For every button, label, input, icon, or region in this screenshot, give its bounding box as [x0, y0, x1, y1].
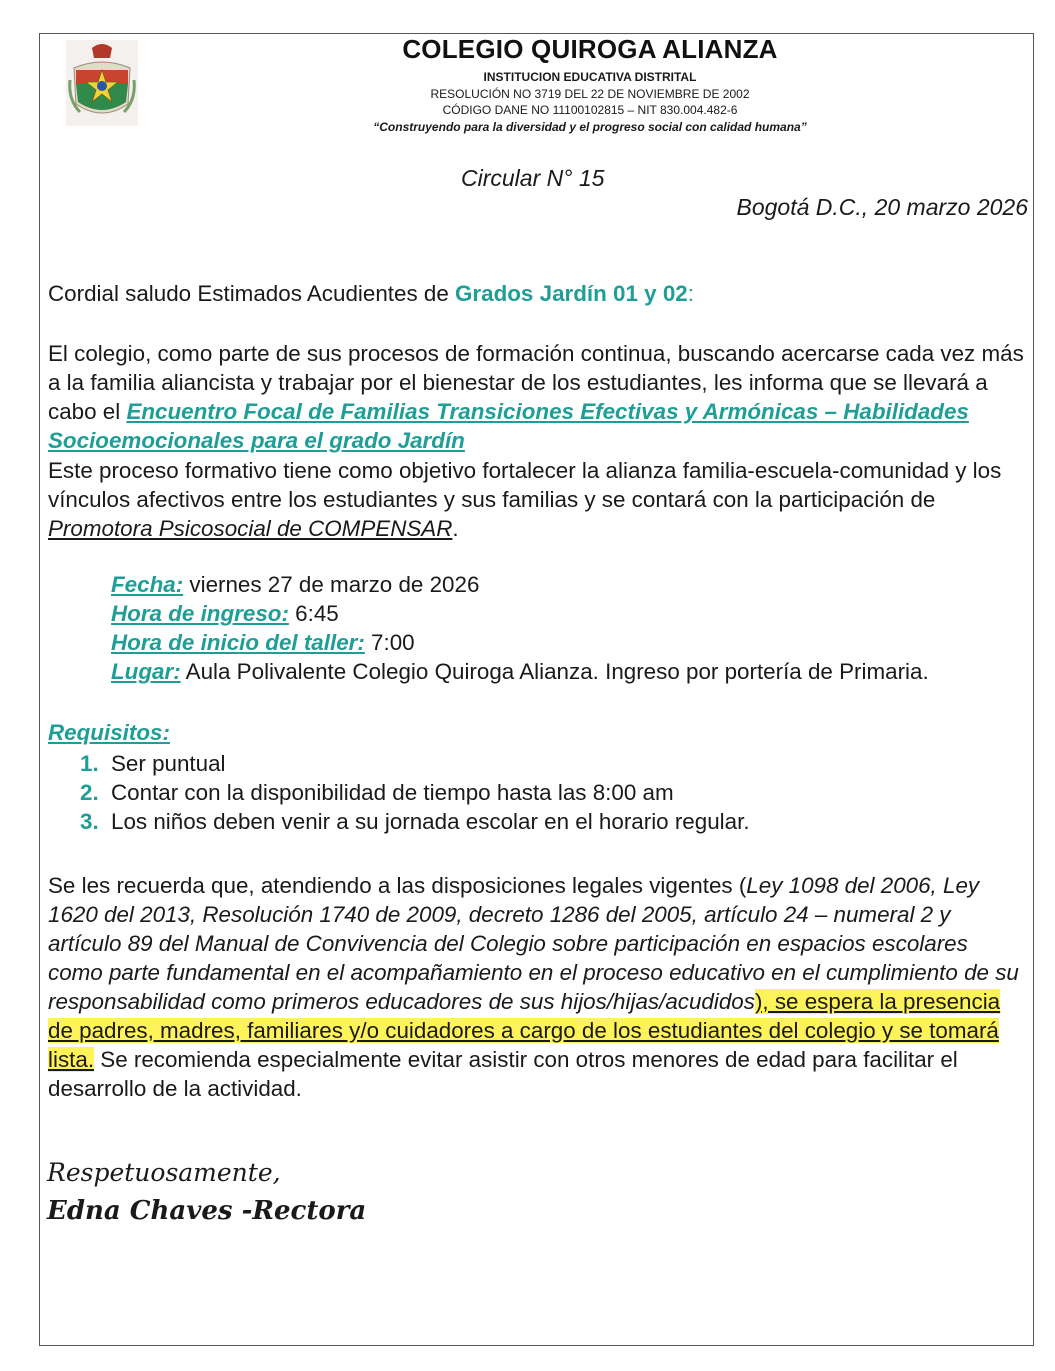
list-item-text: Los niños deben venir a su jornada escolar en el horario regular. [111, 809, 750, 834]
event-name: Encuentro Focal de Familias Transiciones Efectivas y Armónicas – Habilidades Socioemocionales para el grado Jardín [48, 399, 969, 453]
paragraph-intro [48, 339, 1028, 455]
detail-label: Lugar: [111, 659, 181, 684]
list-item [80, 778, 750, 807]
paragraph-objective [48, 456, 1028, 543]
promoter-name: Promotora Psicosocial de COMPENSAR [48, 516, 453, 541]
detail-value: viernes 27 de marzo de 2026 [183, 572, 480, 597]
detail-label: Hora de ingreso: [111, 601, 289, 626]
list-item [80, 807, 750, 836]
list-number: 2. [80, 780, 99, 805]
closing-salutation: Respetuosamente, [47, 1158, 281, 1187]
school-name: COLEGIO QUIROGA ALIANZA [402, 34, 778, 64]
dane-code-line: CÓDIGO DANE NO 11100102815 – NIT 830.004.482-6 [442, 103, 738, 117]
school-crest-logo [66, 40, 138, 126]
requirements-list [80, 749, 750, 836]
paragraph-legal-intro: Se les recuerda que, atendiendo a las disposiciones legales vigentes ( [48, 873, 747, 898]
requirements-heading: Requisitos: [48, 720, 170, 745]
place-and-date: Bogotá D.C., 20 marzo 2026 [736, 194, 1028, 220]
greeting-grades: Grados Jardín 01 y 02 [455, 281, 688, 306]
greeting-text: Cordial saludo Estimados Acudientes de [48, 281, 455, 306]
detail-place [111, 657, 929, 686]
school-motto: “Construyendo para la diversidad y el progreso social con calidad humana” [373, 120, 807, 134]
paragraph-intro-text: El colegio, como parte de sus procesos de formación continua, buscando acercarse cada vez más a la familia aliancista y trabajar por el bienestar de los estudiantes, les informa que se llevará a cabo el [48, 341, 1024, 424]
institution-type: INSTITUCION EDUCATIVA DISTRITAL [483, 70, 697, 84]
list-number: 3. [80, 809, 99, 834]
list-item [80, 749, 750, 778]
greeting-colon: : [687, 281, 694, 306]
detail-label: Fecha: [111, 572, 184, 597]
detail-value: 6:45 [288, 601, 339, 626]
detail-value: Aula Polivalente Colegio Quiroga Alianza. Ingreso por portería de Primaria. [180, 659, 929, 684]
legal-references: Ley 1098 del 2006, Ley 1620 del 2013, Resolución 1740 de 2009, decreto 1286 del 2005, artículo 24 – numeral 2 y artículo 89 del Manual de Convivencia del Colegio sobre participación en espacios escolares como parte fundamental en el acompañamiento en el proceso educativo en el cumplimiento de su responsabilidad como primeros educadores de sus hijos/hijas/acudidos [48, 873, 1019, 1014]
detail-date [111, 570, 929, 599]
signatory-name: Edna Chaves -Rectora [47, 1196, 367, 1226]
detail-entry-time [111, 599, 929, 628]
greeting [48, 279, 1028, 308]
detail-start-time [111, 628, 929, 657]
list-item-text: Ser puntual [111, 751, 226, 776]
document-frame [39, 33, 1034, 1346]
detail-value: 7:00 [364, 630, 415, 655]
list-item-text: Contar con la disponibilidad de tiempo hasta las 8:00 am [111, 780, 674, 805]
paragraph-objective-text: Este proceso formativo tiene como objetivo fortalecer la alianza familia-escuela-comunidad y los vínculos afectivos entre los estudiantes y sus familias y se contará con la participación de [48, 458, 1002, 512]
paragraph-objective-end: . [452, 516, 459, 541]
detail-label: Hora de inicio del taller: [111, 630, 365, 655]
list-number: 1. [80, 751, 99, 776]
event-details [111, 570, 929, 686]
resolution-line: RESOLUCIÓN NO 3719 DEL 22 DE NOVIEMBRE DE 2002 [430, 87, 750, 101]
highlighted-attendance-notice: ), se espera la presencia de padres, madres, familiares y/o cuidadores a cargo de los estudiantes del colegio y se tomará lista. [48, 989, 1001, 1072]
circular-title: Circular N° 15 [461, 165, 605, 191]
paragraph-legal [48, 871, 1028, 1103]
paragraph-legal-end: Se recomienda especialmente evitar asistir con otros menores de edad para facilitar el desarrollo de la actividad. [48, 1047, 958, 1101]
